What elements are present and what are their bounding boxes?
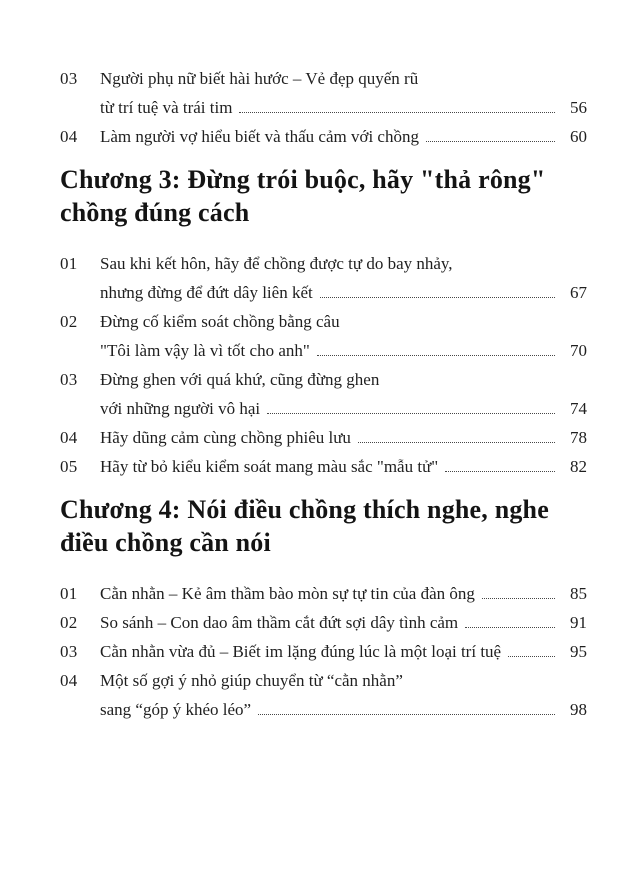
entry-page-number: 74 [570,399,587,418]
entry-number: 01 [60,584,78,603]
entry-number: 02 [60,613,78,632]
entry-title-line: với những người vô hại [100,399,261,418]
toc-entry [60,608,587,637]
toc-section-previous-chapter [60,64,587,151]
entry-number: 03 [60,370,78,389]
toc-entry-continuation [60,278,587,307]
entry-page-number: 60 [570,127,587,146]
toc-section-chapter-3 [60,163,587,481]
toc-entry [60,637,587,666]
entry-number: 03 [60,642,78,661]
toc-entry [60,452,587,481]
chapter-heading [60,493,587,559]
dot-leader [426,141,555,142]
entry-title-line: từ trí tuệ và trái tim [100,98,233,117]
entry-title-line: Đừng ghen với quá khứ, cũng đừng ghen [100,370,380,389]
entry-page-number: 98 [570,700,587,719]
toc-entry [60,307,587,336]
entry-title-line: Làm người vợ hiểu biết và thấu cảm với chồng [100,127,419,146]
entry-page-number: 70 [570,341,587,360]
chapter-heading-line: Chương 3: Đừng trói buộc, hãy "thả rông" [60,165,546,194]
entry-title-line: nhưng đừng để đứt dây liên kết [100,283,313,302]
toc-entry [60,579,587,608]
entry-page-number: 56 [570,98,587,117]
dot-leader [358,442,555,443]
chapter-heading [60,163,587,229]
entry-page-number: 67 [570,283,587,302]
entry-page-number: 91 [570,613,587,632]
dot-leader [508,656,555,657]
chapter-heading-line: chồng đúng cách [60,198,250,227]
toc-entry [60,365,587,394]
entry-number: 04 [60,428,78,447]
entry-title-line: Hãy từ bỏ kiểu kiểm soát mang màu sắc "mẫu tử" [100,457,439,476]
toc-entry [60,249,587,278]
dot-leader [317,355,555,356]
chapter-heading-line: Chương 4: Nói điều chồng thích nghe, nghe [60,495,549,524]
dot-leader [239,112,555,113]
entry-title-line: Một số gợi ý nhỏ giúp chuyển từ “cằn nhằn” [100,671,403,690]
dot-leader [320,297,555,298]
chapter-heading-line: điều chồng cần nói [60,528,271,557]
entry-title-line: Sau khi kết hôn, hãy để chồng được tự do bay nhảy, [100,254,453,273]
toc-entry-continuation [60,695,587,724]
entry-title-line: Đừng cố kiểm soát chồng bằng câu [100,312,340,331]
entry-number: 02 [60,312,78,331]
entry-title-line: Cằn nhằn – Kẻ âm thầm bào mòn sự tự tin của đàn ông [100,584,475,603]
entry-title-line: Hãy dũng cảm cùng chồng phiêu lưu [100,428,351,447]
entry-title-line: "Tôi làm vậy là vì tốt cho anh" [100,341,310,360]
entry-page-number: 95 [570,642,587,661]
entry-number: 03 [60,69,78,88]
toc-entry-continuation [60,394,587,423]
entry-title-line: sang “góp ý khéo léo” [100,700,252,719]
toc-entry [60,122,587,151]
entry-title-line: Cằn nhằn vừa đủ – Biết im lặng đúng lúc là một loại trí tuệ [100,642,502,661]
toc-entry [60,666,587,695]
entry-page-number: 78 [570,428,587,447]
dot-leader [482,598,555,599]
entry-number: 05 [60,457,78,476]
entry-title-line: So sánh – Con dao âm thầm cắt đứt sợi dây tình cảm [100,613,459,632]
dot-leader [465,627,555,628]
toc-entry-continuation [60,93,587,122]
toc-entry [60,423,587,452]
dot-leader [267,413,555,414]
entry-number: 04 [60,671,78,690]
toc-entry [60,64,587,93]
entry-page-number: 85 [570,584,587,603]
dot-leader [258,714,555,715]
entry-number: 04 [60,127,78,146]
dot-leader [445,471,555,472]
toc-entry-continuation [60,336,587,365]
entry-number: 01 [60,254,78,273]
entry-page-number: 82 [570,457,587,476]
toc-section-chapter-4 [60,493,587,724]
entry-title-line: Người phụ nữ biết hài hước – Vẻ đẹp quyến rũ [100,69,419,88]
